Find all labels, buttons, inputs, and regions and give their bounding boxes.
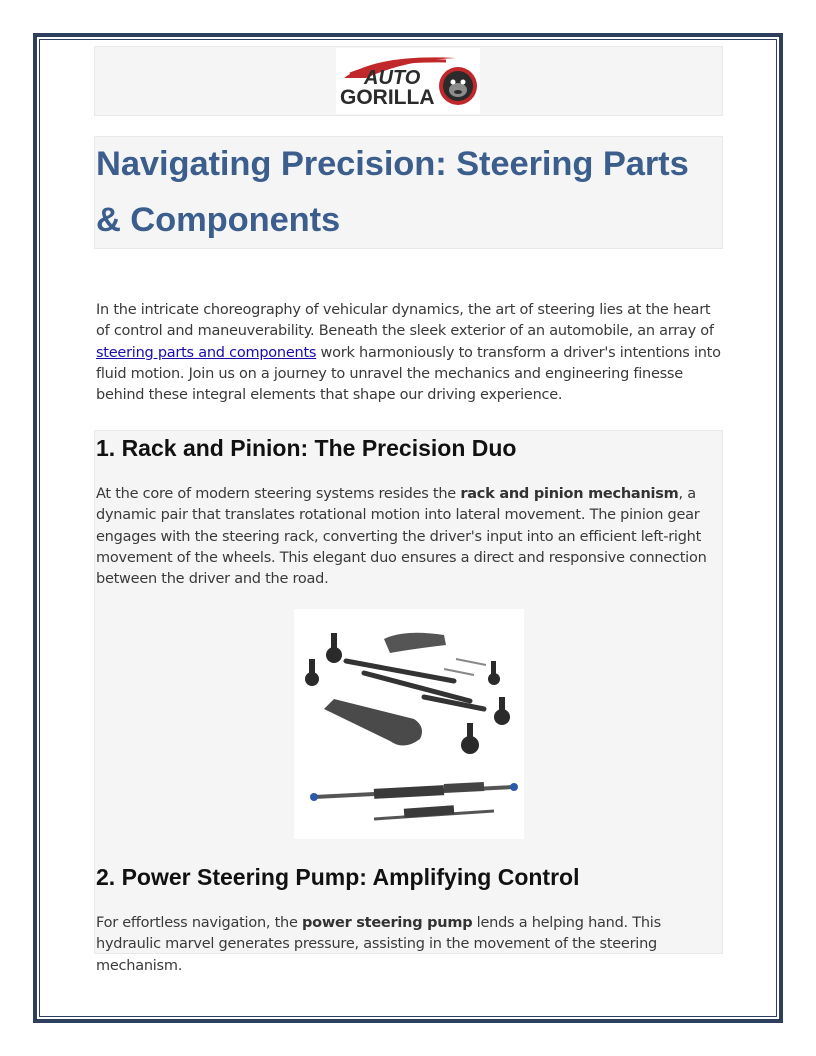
auto-gorilla-logo[interactable] — [336, 48, 480, 114]
section-1-text-after: , a dynamic pair that translates rotational motion into lateral movement. The pinion gear engages with the steering rack, converting the driver's input into an efficient left-right movement of the wheels. This elegant duo ensures a direct and responsive connection between the driver and the road. — [96, 486, 707, 588]
intro-paragraph — [96, 300, 721, 406]
intro-text-after: work harmoniously to transform a driver's intentions into fluid motion. Join us on a journey to unravel the mechanics and engineering finesse behind these integral elements that shape our driving experience. — [96, 344, 721, 404]
section-1-paragraph — [96, 484, 721, 590]
section-2-heading: 2. Power Steering Pump: Amplifying Control — [96, 864, 580, 890]
gorilla-face-icon — [439, 67, 477, 105]
steering-parts-image — [294, 609, 524, 839]
logo-graphic — [336, 48, 480, 114]
section-2-text-before: For effortless navigation, the — [96, 915, 303, 931]
section-2-text-after: lends a helping hand. This hydraulic marvel generates pressure, assisting in the movement of the steering mechanism. — [96, 915, 661, 974]
page-title: Navigating Precision: Steering Parts & Components — [96, 145, 689, 239]
intro-text-before: In the intricate choreography of vehicular dynamics, the art of steering lies at the heart of control and maneuverability. Beneath the sleek exterior of an automobile, an array of — [96, 302, 714, 340]
section-1-bold: rack and pinion mechanism — [460, 486, 679, 502]
section-1-heading: 1. Rack and Pinion: The Precision Duo — [96, 435, 517, 461]
logo-text-gorilla: GORILLA — [340, 86, 435, 109]
section-1-text-before: At the core of modern steering systems resides the — [96, 486, 461, 502]
section-2-bold: power steering pump — [302, 915, 473, 931]
logo-text-auto: AUTO — [364, 67, 421, 89]
steering-parts-link[interactable]: steering parts and components — [96, 344, 317, 361]
section-2-paragraph — [96, 913, 721, 977]
steering-parts-illustration — [294, 609, 524, 839]
